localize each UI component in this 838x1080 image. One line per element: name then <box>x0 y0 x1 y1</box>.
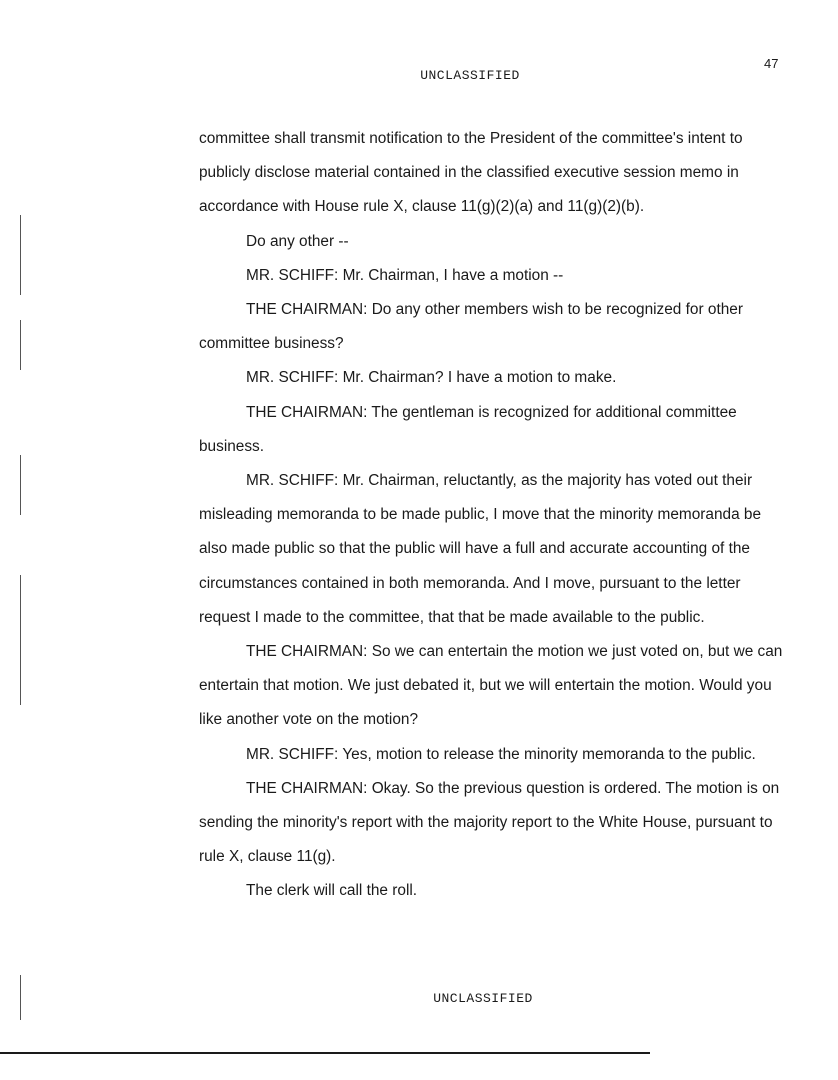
paragraph: THE CHAIRMAN: The gentleman is recognized for additional committee business. <box>199 403 737 455</box>
paragraph: MR. SCHIFF: Mr. Chairman, reluctantly, as the majority has voted out their misleading memoranda to be made public, I move that the minority memoranda be also made public so that the public will have a full and accurate accounting of the circumstances contained in both memoranda. And I move, pursuant to the letter request I made to the committee, that that be made available to the public. <box>199 472 762 626</box>
page-number: 47 <box>764 56 779 71</box>
paragraph: MR. SCHIFF: Yes, motion to release the minority memoranda to the public. <box>246 745 756 763</box>
paragraph: THE CHAIRMAN: So we can entertain the motion we just voted on, but we can entertain that motion. We just debated it, but we will entertain the motion. Would you like another vote on the motion? <box>199 643 783 729</box>
paragraph: THE CHAIRMAN: Okay. So the previous question is ordered. The motion is on sending the minority's report with the majority report to the White House, pursuant to rule X, clause 11(g). <box>199 779 780 866</box>
paragraph: MR. SCHIFF: Mr. Chairman? I have a motion to make. <box>246 369 617 387</box>
transcript-body <box>199 122 789 909</box>
paragraph: committee shall transmit notification to the President of the committee's intent to publicly disclose material contained in the classified executive session memo in accordance with House rule X, clause 11(g)(2)(a) and 11(g)(2)(b). <box>199 130 743 216</box>
margin-mark <box>20 575 21 705</box>
header-classification: UNCLASSIFIED <box>420 68 520 83</box>
footer-classification: UNCLASSIFIED <box>433 991 533 1006</box>
paragraph: Do any other -- <box>246 232 349 250</box>
paragraph: MR. SCHIFF: Mr. Chairman, I have a motion -- <box>246 266 564 284</box>
paragraph: The clerk will call the roll. <box>246 882 418 900</box>
margin-mark <box>20 455 21 515</box>
bottom-rule <box>0 1052 650 1054</box>
margin-mark <box>20 320 21 370</box>
margin-mark <box>20 215 21 295</box>
paragraph: THE CHAIRMAN: Do any other members wish to be recognized for other committee business? <box>199 301 743 353</box>
margin-mark <box>20 975 21 1020</box>
